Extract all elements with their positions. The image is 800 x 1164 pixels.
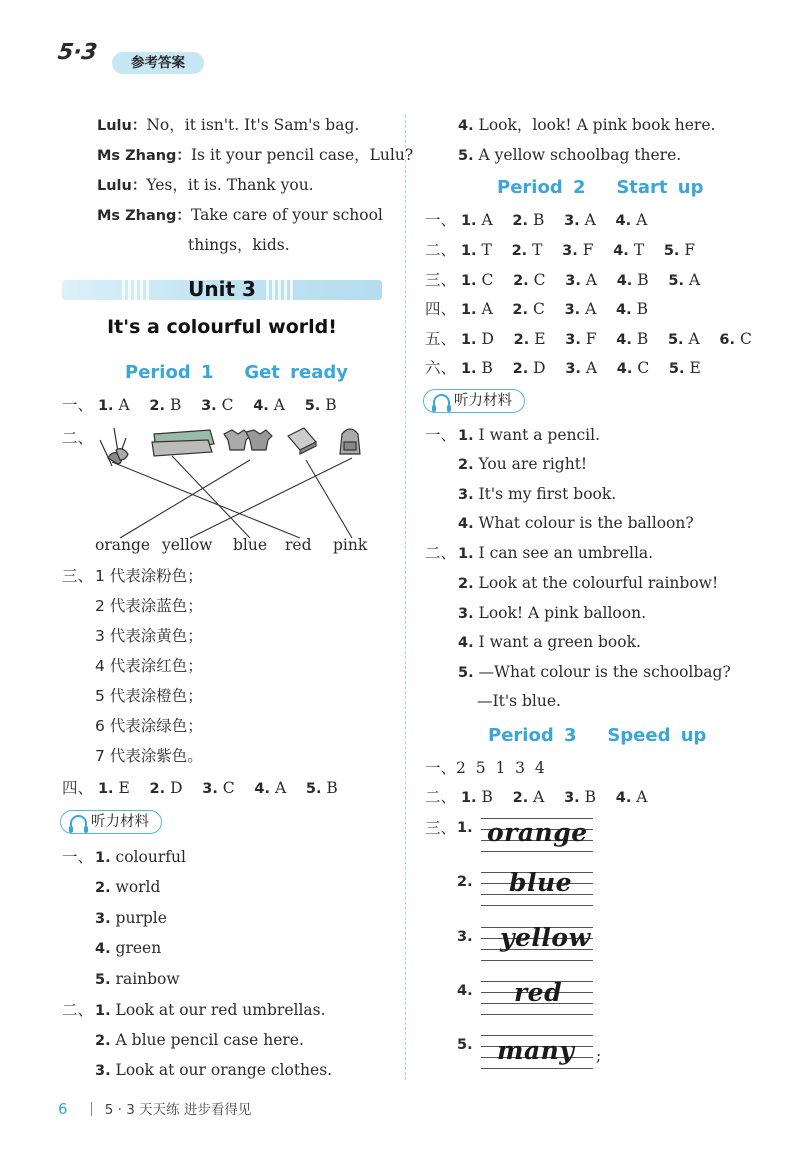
q-num: 4. bbox=[253, 398, 269, 414]
q-num: 4. bbox=[458, 516, 474, 532]
transcript-text: I want a pencil. bbox=[478, 426, 601, 444]
transcript-text: Look，look! A pink book here. bbox=[478, 116, 716, 134]
period-sub: Start up bbox=[616, 177, 704, 198]
q-num: 1. bbox=[460, 243, 477, 259]
handwritten-word: yellow bbox=[500, 923, 591, 952]
q-num: 4. bbox=[616, 302, 632, 318]
answer: A bbox=[584, 211, 596, 229]
transcript-text: Look at the colourful rainbow! bbox=[478, 574, 719, 592]
dialogue-line bbox=[97, 175, 314, 196]
section-label: 一、 bbox=[62, 848, 94, 866]
q-num: 3. bbox=[564, 790, 580, 806]
badge-text: 听力材料 bbox=[91, 814, 149, 830]
coloring-rule: 6 代表涂绿色； bbox=[95, 717, 203, 735]
answer: A bbox=[636, 788, 648, 806]
page-number: 6 bbox=[58, 1100, 68, 1118]
section-label: 四、 bbox=[62, 779, 94, 797]
period-title: Period 1 bbox=[125, 362, 214, 383]
section-label: 六、 bbox=[425, 359, 457, 377]
dialogue-line bbox=[188, 235, 290, 256]
section-label: 二、 bbox=[62, 1001, 94, 1019]
period-title: Period 3 bbox=[488, 725, 577, 746]
q-num: 3. bbox=[95, 1063, 111, 1079]
q-num: 2. bbox=[457, 874, 473, 890]
q-num: 4. bbox=[457, 983, 473, 999]
q-num: 5. bbox=[457, 1037, 473, 1053]
color-label: orange bbox=[95, 536, 151, 554]
q-num: 3. bbox=[457, 929, 473, 945]
answer: E bbox=[689, 359, 701, 377]
q-num: 2. bbox=[95, 880, 111, 896]
logo-text: 5·3 bbox=[56, 40, 99, 65]
transcript-line bbox=[458, 603, 646, 624]
headphones-icon bbox=[433, 394, 450, 407]
section-label: 二、 bbox=[425, 788, 457, 806]
coloring-rule: 3 代表涂黄色； bbox=[95, 627, 203, 645]
period-sub: Get ready bbox=[244, 362, 349, 383]
q-num: 5. bbox=[304, 398, 321, 414]
speaker: Lulu： bbox=[97, 178, 147, 194]
coloring-rule: 7 代表涂紫色。 bbox=[95, 747, 203, 765]
q-num: 3. bbox=[565, 361, 581, 377]
transcript-line bbox=[458, 573, 718, 594]
q-num: 1. bbox=[458, 546, 474, 562]
transcript-line bbox=[95, 908, 167, 929]
answer: A bbox=[636, 211, 648, 229]
punctuation: ; bbox=[596, 1047, 602, 1065]
speech: things，kids. bbox=[188, 236, 290, 254]
q-num: 2. bbox=[511, 243, 528, 259]
answer: A bbox=[585, 359, 598, 377]
q-num: 2. bbox=[95, 1033, 111, 1049]
q-num: 3. bbox=[562, 243, 578, 259]
q-num: 4. bbox=[616, 361, 633, 377]
q-num: 1. bbox=[97, 398, 114, 414]
period3-heading bbox=[488, 725, 706, 746]
speaker: Ms Zhang： bbox=[97, 148, 191, 164]
section-label: 三、 bbox=[425, 271, 457, 289]
answer: B bbox=[169, 396, 182, 414]
answer: T bbox=[633, 241, 645, 259]
answer: B bbox=[636, 330, 649, 348]
answer: T bbox=[532, 241, 543, 259]
answer: B bbox=[326, 779, 338, 797]
q-num: 2. bbox=[513, 332, 530, 348]
q-num: 2. bbox=[512, 302, 529, 318]
handwritten-word: blue bbox=[509, 868, 573, 897]
q-num: 3. bbox=[458, 606, 474, 622]
q-num: 5. bbox=[667, 332, 684, 348]
answer: C bbox=[221, 396, 234, 414]
transcript-line bbox=[95, 1030, 304, 1051]
section-label: 二、 bbox=[425, 544, 457, 562]
answer: B bbox=[637, 271, 649, 289]
q-num: 5. bbox=[95, 972, 111, 988]
q-num: 1. bbox=[460, 332, 477, 348]
handwritten-word: red bbox=[514, 978, 563, 1007]
dialogue-line bbox=[97, 145, 413, 166]
q-num: 4. bbox=[613, 243, 629, 259]
answer-row bbox=[62, 778, 338, 799]
umbrellas-icon bbox=[100, 428, 128, 466]
matching-lines bbox=[112, 456, 352, 538]
answer: E bbox=[534, 330, 546, 348]
answer: A bbox=[585, 271, 597, 289]
answer: C bbox=[222, 779, 235, 797]
q-num: 3. bbox=[565, 332, 581, 348]
q-num: 1. bbox=[460, 302, 477, 318]
period1-heading bbox=[125, 362, 348, 383]
section-label: 五、 bbox=[425, 330, 457, 348]
transcript-text: Look! A pink balloon. bbox=[478, 604, 647, 622]
coloring-rule: 5 代表涂橙色； bbox=[95, 687, 203, 705]
answer: A bbox=[273, 396, 285, 414]
answer: C bbox=[481, 271, 494, 289]
section-label: 三、 bbox=[425, 819, 457, 837]
section-label: 一、 bbox=[425, 426, 457, 444]
transcript-text: colourful bbox=[115, 848, 186, 866]
transcript-text: I can see an umbrella. bbox=[478, 544, 654, 562]
transcript-line bbox=[458, 513, 694, 534]
q-num: 5. bbox=[668, 361, 685, 377]
speech: Take care of your school bbox=[190, 206, 383, 224]
unit-title: Unit 3 bbox=[188, 277, 256, 301]
speaker: Ms Zhang： bbox=[97, 208, 191, 224]
q-num: 3. bbox=[564, 213, 580, 229]
q-num: 1. bbox=[460, 361, 477, 377]
q-num: 4. bbox=[458, 635, 474, 651]
footer-separator bbox=[91, 1102, 92, 1116]
dialogue-line bbox=[97, 115, 359, 136]
period-title: Period 2 bbox=[497, 177, 586, 198]
color-label: pink bbox=[333, 536, 368, 554]
footer bbox=[58, 1098, 251, 1120]
q-num: 5. bbox=[458, 148, 474, 164]
color-label: blue bbox=[233, 536, 268, 554]
answer-row bbox=[425, 299, 648, 320]
answer: C bbox=[532, 300, 545, 318]
listening-badge bbox=[60, 810, 162, 834]
coloring-rule: 1 代表涂粉色； bbox=[95, 567, 203, 585]
transcript-line bbox=[458, 662, 731, 683]
transcript-text: It's my first book. bbox=[478, 485, 617, 503]
q-num: 5. bbox=[663, 243, 680, 259]
speech: Yes，it is. Thank you. bbox=[146, 176, 314, 194]
q-num: 4. bbox=[95, 941, 111, 957]
q-num: 3. bbox=[565, 273, 581, 289]
q-num: 3. bbox=[202, 781, 218, 797]
answer: B bbox=[325, 396, 337, 414]
period-sub: Speed up bbox=[607, 725, 707, 746]
transcript-text: Look at our orange clothes. bbox=[115, 1061, 333, 1079]
answer-row bbox=[425, 240, 695, 261]
answer-row bbox=[425, 329, 752, 350]
header-logo bbox=[58, 36, 114, 80]
answer-row bbox=[425, 210, 647, 231]
q-num: 2. bbox=[512, 213, 529, 229]
q-num: 3. bbox=[95, 911, 111, 927]
transcript-line bbox=[458, 145, 681, 166]
transcript-text: What colour is the balloon? bbox=[478, 514, 694, 532]
transcript-line bbox=[95, 847, 186, 868]
transcript-text: You are right! bbox=[478, 455, 588, 473]
headphones-icon bbox=[70, 815, 87, 828]
period2-heading bbox=[497, 177, 703, 198]
transcript-text: A blue pencil case here. bbox=[115, 1031, 304, 1049]
q-num: 4. bbox=[616, 332, 632, 348]
transcript-line bbox=[95, 1060, 332, 1081]
transcript-text: I want a green book. bbox=[478, 633, 641, 651]
coloring-rule: 4 代表涂红色； bbox=[95, 657, 203, 675]
section-label: 一、 bbox=[425, 759, 457, 777]
handwritten-word: many bbox=[497, 1036, 575, 1065]
q-num: 4. bbox=[615, 790, 632, 806]
q-num: 2. bbox=[149, 781, 166, 797]
answer: A bbox=[688, 330, 700, 348]
answer: B bbox=[481, 788, 493, 806]
q-num: 4. bbox=[458, 118, 474, 134]
speech: No，it isn't. It's Sam's bag. bbox=[146, 116, 360, 134]
transcript-line bbox=[95, 969, 180, 990]
q-num: 1. bbox=[458, 428, 474, 444]
listening-badge bbox=[423, 389, 525, 413]
answer: F bbox=[684, 241, 696, 259]
section-label: 三、 bbox=[62, 567, 94, 585]
q-num: 4. bbox=[615, 213, 632, 229]
answer: A bbox=[585, 300, 597, 318]
section-label: 四、 bbox=[425, 300, 457, 318]
pencil-case-icon bbox=[152, 430, 214, 456]
transcript-text: Look at our red umbrellas. bbox=[115, 1001, 326, 1019]
answer: A bbox=[481, 300, 493, 318]
q-num: 2. bbox=[458, 576, 474, 592]
answer: D bbox=[170, 779, 183, 797]
answer: F bbox=[585, 330, 597, 348]
answer-row bbox=[425, 758, 545, 778]
transcript-line bbox=[95, 877, 160, 898]
badge-text: 听力材料 bbox=[454, 393, 512, 409]
answer: A bbox=[481, 211, 493, 229]
q-num: 2. bbox=[458, 457, 474, 473]
answer: B bbox=[584, 788, 597, 806]
answer: F bbox=[582, 241, 594, 259]
transcript-text: purple bbox=[115, 909, 167, 927]
transcript-text: —What colour is the schoolbag? bbox=[478, 663, 731, 681]
q-num: 4. bbox=[254, 781, 270, 797]
section-label: 一、 bbox=[62, 396, 94, 414]
q-num: 3. bbox=[564, 302, 581, 318]
q-num: 5. bbox=[668, 273, 684, 289]
answer: 2 5 1 3 4 bbox=[456, 759, 545, 777]
footer-text: 5 · 3 天天练 进步看得见 bbox=[104, 1102, 252, 1118]
transcript-line: —It's blue. bbox=[477, 692, 561, 710]
coloring-rule: 2 代表涂蓝色； bbox=[95, 597, 203, 615]
q-num: 4. bbox=[616, 273, 633, 289]
answer: T bbox=[481, 241, 492, 259]
answer-row bbox=[425, 787, 647, 808]
answer: B bbox=[481, 359, 493, 377]
speaker: Lulu： bbox=[97, 118, 147, 134]
answer: A bbox=[688, 271, 701, 289]
answer: C bbox=[637, 359, 650, 377]
transcript-line bbox=[458, 543, 653, 564]
q-num: 6. bbox=[719, 332, 736, 348]
q-num: 1. bbox=[460, 790, 477, 806]
transcript-line bbox=[95, 938, 161, 959]
answer: E bbox=[118, 779, 130, 797]
q-num: 1. bbox=[460, 213, 477, 229]
answer: A bbox=[533, 788, 545, 806]
schoolbag-icon bbox=[340, 429, 360, 454]
section-label: 一、 bbox=[425, 211, 457, 229]
answer: C bbox=[739, 330, 752, 348]
q-num: 2. bbox=[512, 361, 529, 377]
answer: C bbox=[533, 271, 546, 289]
header-tag-text: 参考答案 bbox=[131, 55, 185, 71]
transcript-line bbox=[95, 1000, 326, 1021]
answer: B bbox=[532, 211, 545, 229]
transcript-line bbox=[458, 484, 616, 505]
q-num: 2. bbox=[149, 398, 166, 414]
transcript-text: rainbow bbox=[115, 970, 180, 988]
answer: D bbox=[481, 330, 494, 348]
transcript-line bbox=[458, 454, 587, 475]
speech: Is it your pencil case，Lulu? bbox=[190, 146, 414, 164]
q-num: 5. bbox=[458, 665, 474, 681]
transcript-text: A yellow schoolbag there. bbox=[478, 146, 682, 164]
q-num: 1. bbox=[97, 781, 114, 797]
clothes-icon bbox=[224, 430, 272, 450]
column-divider bbox=[405, 115, 406, 1080]
answer-row bbox=[425, 358, 701, 379]
answer: A bbox=[118, 396, 130, 414]
q-num: 1. bbox=[460, 273, 477, 289]
transcript-line bbox=[458, 115, 715, 136]
q-num: 3. bbox=[458, 487, 474, 503]
q-num: 1. bbox=[457, 820, 473, 836]
transcript-line bbox=[458, 425, 600, 446]
transcript-text: green bbox=[115, 939, 162, 957]
q-num: 1. bbox=[95, 1003, 111, 1019]
q-num: 3. bbox=[201, 398, 217, 414]
transcript-line bbox=[458, 632, 641, 653]
section-label: 二、 bbox=[425, 241, 457, 259]
answer: B bbox=[636, 300, 648, 318]
book-icon bbox=[288, 428, 316, 454]
answer-row bbox=[62, 395, 337, 416]
color-label: red bbox=[285, 536, 312, 554]
transcript-text: world bbox=[115, 878, 161, 896]
header-tag bbox=[112, 52, 204, 74]
color-label: yellow bbox=[162, 536, 213, 554]
section-label: 二、 bbox=[62, 429, 94, 447]
answer: D bbox=[533, 359, 546, 377]
answer-row bbox=[425, 270, 700, 291]
unit-subtitle: It's a colourful world! bbox=[107, 316, 337, 338]
answer: A bbox=[274, 779, 287, 797]
q-num: 2. bbox=[513, 273, 529, 289]
q-num: 1. bbox=[95, 850, 111, 866]
handwritten-word: orange bbox=[487, 818, 588, 847]
dialogue-line bbox=[97, 205, 383, 226]
q-num: 5. bbox=[305, 781, 322, 797]
q-num: 2. bbox=[512, 790, 529, 806]
